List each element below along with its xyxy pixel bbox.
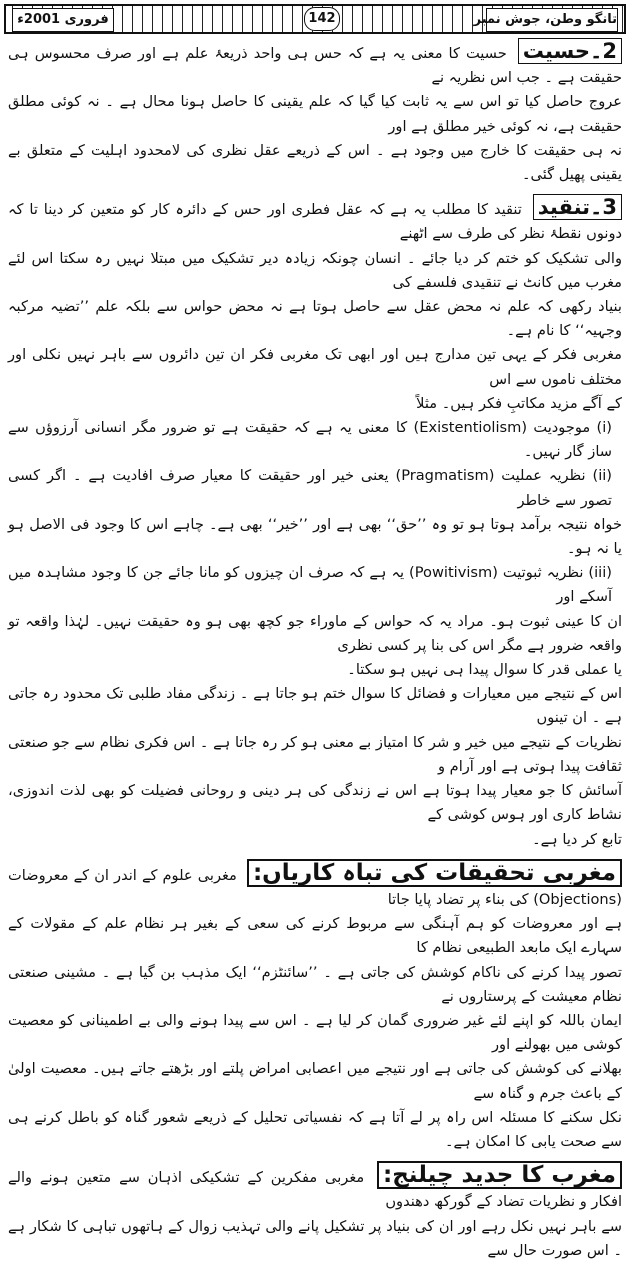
heading-tabah-kariyan: مغربی تحقیقات کی تباہ کاریاں: (247, 859, 622, 887)
paragraph-line: تصور پیدا کرنے کی ناکام کوشش کی جاتی ہے ۔ ’’سائنٹزم‘‘ ایک مذہب بن گیا ہے ۔ مشینی صنعتی نظام معیشت کے پرستاروں نے (8, 963, 622, 1005)
paragraph-line: کے آگے مزید مکاتبِ فکر ہیں۔ مثلاً (416, 394, 622, 412)
school-existentialism: (i) موجودیت (Existentiolism) کا معنی یہ ہے کہ حقیقت ہے تو ضرور مگر انسانی آرزوؤں سے ساز گار نہیں۔ (8, 419, 612, 461)
paragraph-line: والی تشکیک کو ختم کر دیا جائے ۔ انسان چونکہ زیادہ دیر تشکیک میں مبتلا نہیں رہ سکتا اس لئے مغرب میں کانٹ نے تنقیدی فلسفے کی (8, 249, 622, 291)
magazine-title: تانگو وطن، جوش نمبر (486, 8, 618, 32)
section-tabah-kariyan (8, 859, 622, 912)
school-positivism: (iii) نظریہ ثبوتیت (Powitivism) یہ ہے کہ صرف ان چیزوں کو مانا جائے جن کا وجود مشاہدہ میں آسکے اور (8, 564, 612, 606)
paragraph-line: یا عملی قدر کا سوال پیدا ہی نہیں ہو سکتا۔ (347, 661, 622, 679)
paragraph-line: ایمان باللہ کو اپنے لئے غیر ضروری گمان کر لیا ہے ۔ اس سے پیدا ہونے والی بے اطمینانی کو معصیت کوشی میں بھولنے اور (8, 1011, 622, 1054)
heading-hassiyat: 2۔حسیت (518, 38, 622, 64)
paragraph-line: مغربی مفکرین کے تشکیکی اذہان سے متعین ہونے والے افکار و نظریات تضاد کے گورکھ دھندوں (8, 1169, 622, 1211)
heading-tanqeed: 3۔تنقید (533, 194, 622, 220)
paragraph-line: نظریات کے نتیجے میں خیر و شر کا امتیاز بے معنی ہو کر رہ جاتا ہے ۔ اس فکری نظام سے جو صنعتی ثقافت پیدا ہوتی ہے اور آرام و (8, 733, 622, 775)
paragraph-line: مغربی علوم کے اندر ان کے معروضات (Objections) کی بناء پر تضاد پایا جاتا (8, 866, 622, 908)
paragraph-line: نکل سکنے کا مسئلہ اس راہ پر لے آتا ہے کہ نفسیاتی تحلیل کے ذریعے شعور گناہ کو باطل کرنے ہی سے صحت یابی کا امکان ہے۔ (8, 1108, 622, 1150)
paragraph-line: حسیت کا معنی یہ ہے کہ حس ہی واحد ذریعۂ علم ہے اور صرف محسوس ہی حقیقت ہے ۔ جب اس نظریہ نے (8, 45, 622, 87)
paragraph-line: بنیاد رکھی کہ علم نہ محض عقل سے حاصل ہوتا ہے نہ محض حواس سے بلکہ علم ’’تضیہ مرکبہ وجہیہ‘‘ کا نام ہے۔ (8, 298, 622, 340)
school-pragmatism: (ii) نظریہ عملیت (Pragmatism) یعنی خیر اور حقیقت کا معیار صرف افادیت ہے ۔ اگر کسی تصور سے خاطر (8, 467, 612, 509)
paragraph-line: سے باہر نہیں نکل رہے اور ان کی بنیاد پر تشکیل پانے والی تہذیب زوال کے ہاتھوں تباہی کا شکار ہے ۔ اس صورت حال سے (8, 1217, 622, 1259)
section-hassiyat (8, 38, 622, 90)
heading-jadeed-challenge: مغرب کا جدید چیلنج: (377, 1161, 622, 1189)
page-number: 142 (304, 7, 340, 31)
issue-date: فروری 2001ء (12, 8, 114, 32)
paragraph-line: عروج حاصل کیا تو اس سے یہ ثابت کیا گیا کہ علم یقینی کا حاصل ہونا محال ہے ۔ نہ کوئی مطلق حقیقت ہے، نہ کوئی خیر مطلق ہے اور (8, 93, 622, 135)
paragraph-line: اس کے نتیجے میں معیارات و فضائل کا سوال ختم ہو جاتا ہے ۔ زندگی مفاد طلبی تک محدود رہ جاتی ہے ۔ ان تینوں (8, 685, 622, 727)
article-body (8, 38, 622, 1263)
paragraph-line: ان کا عینی ثبوت ہو۔ مراد یہ کہ حواس کے ماوراء جو کچھ بھی ہو وہ حقیقت نہیں۔ لہٰذا واقعہ تو واقعہ ضرور ہے مگر اس کی بنا پر کسی نظری (8, 612, 622, 654)
paragraph-line: نہ ہی حقیقت کا خارج میں وجود ہے ۔ اس کے ذریعے عقل نظری کی لامحدود اہلیت کے متعلق بے یقینی پھیل گئی۔ (8, 141, 622, 184)
paragraph-line: ہے اور معروضات کو ہم آہنگی سے مربوط کرنے کی سعی کے بغیر ہر نظام علم کے مقولات کے سہارے ایک مابعد الطبیعی نظام کا (8, 915, 622, 957)
paragraph-line: مغربی فکر کے یہی تین مدارج ہیں اور ابھی تک مغربی فکر ان تین دائروں سے باہر نہیں نکلی اور مختلف ناموں سے اس (8, 346, 622, 388)
section-jadeed-challenge (8, 1161, 622, 1214)
section-tanqeed (8, 194, 622, 246)
paragraph-line: بھلانے کی کوشش کی جاتی ہے اور نتیجے میں اعصابی امراض پلتے اور بڑھتے جاتے ہیں۔ معصیت اولیٰ کے باعث جرم و گناہ سے (8, 1060, 622, 1102)
paragraph-line: تابع کر دیا ہے۔ (532, 830, 622, 848)
running-header (4, 4, 626, 34)
paragraph-line: آسائش کا جو معیار پیدا ہوتا ہے اس نے زندگی کی ہر دینی و روحانی فضیلت کو بھی لذت اندوزی، نشاط کاری اور ہوس کوشی کے (8, 782, 622, 824)
paragraph-line: تنقید کا مطلب یہ ہے کہ عقل فطری اور حس کے دائرہ کار کو متعین کر دینا تا کہ دونوں نقطۂ نظر کی طرف سے اٹھنے (8, 201, 622, 243)
paragraph-line: خواہ نتیجہ برآمد ہوتا ہو تو وہ ’’حق‘‘ بھی ہے اور ’’خیر‘‘ بھی ہے۔ چاہے اس کا وجود فی الاصل ہو یا نہ ہو۔ (8, 515, 622, 558)
